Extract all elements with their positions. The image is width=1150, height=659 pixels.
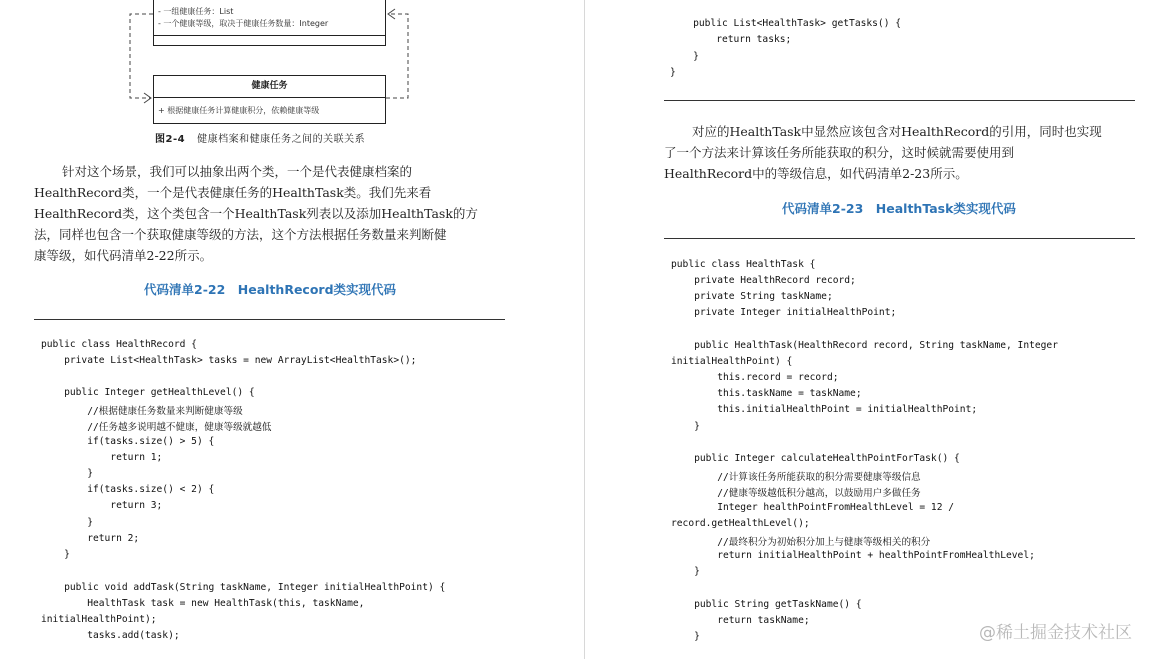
code-line: } — [41, 517, 93, 528]
figure-caption — [155, 130, 365, 145]
code-line: } — [671, 421, 700, 432]
code-line: public HealthTask(HealthRecord record, String taskName, Integer — [671, 340, 1058, 351]
code-line: return 3; — [41, 500, 163, 511]
code-line: //根据健康任务数量来判断健康等级 — [41, 406, 243, 417]
paragraph-line: 对应的HealthTask中显然应该包含对HealthRecord的引用，同时也实现 — [692, 124, 1102, 139]
code-line: } — [41, 468, 93, 479]
paragraph-line: 康等级，如代码清单2-22所示。 — [34, 248, 213, 263]
right-paragraph-cont — [664, 142, 1014, 184]
code-line: Integer healthPointFromHealthLevel = 12 / — [671, 502, 955, 513]
code-line: if(tasks.size() > 5) { — [41, 436, 215, 447]
code-line: if(tasks.size() < 2) { — [41, 484, 215, 495]
code-top-rule — [664, 238, 1135, 239]
code-line: return initialHealthPoint + healthPointFromHealthLevel; — [671, 550, 1035, 561]
attribute-line: - 一个健康等级，取决于健康任务数量：Integer — [158, 19, 329, 28]
code-line: private HealthRecord record; — [671, 275, 856, 286]
code-line: record.getHealthLevel(); — [671, 518, 810, 529]
page-divider — [584, 0, 585, 659]
attribute-line: - 一组健康任务：List — [158, 7, 234, 16]
code-line: this.record = record; — [671, 372, 839, 383]
code-line: HealthTask task = new HealthTask(this, taskName, — [41, 598, 365, 609]
code-top-rule — [34, 319, 505, 320]
left-paragraph-cont — [34, 182, 478, 266]
watermark: @稀土掘金技术社区 — [979, 623, 1132, 643]
code-line: public String getTaskName() { — [671, 599, 862, 610]
code-line: initialHealthPoint) { — [671, 356, 793, 367]
paragraph-line: HealthRecord中的等级信息，如代码清单2-23所示。 — [664, 166, 968, 181]
code-line: //最终积分为初始积分加上与健康等级相关的积分 — [671, 537, 931, 548]
listing-title-2-22: 代码清单2-22 HealthRecord类实现代码 — [144, 282, 397, 297]
code-line: } — [670, 51, 699, 62]
code-line: private List<HealthTask> tasks = new ArrayList<HealthTask>(); — [41, 355, 417, 366]
paragraph-line: 了一个方法来计算该任务所能获取的积分，这时候就需要使用到 — [664, 145, 1015, 160]
health-task-class-box — [153, 75, 386, 124]
code-line: initialHealthPoint); — [41, 614, 157, 625]
code-line: //健康等级越低积分越高，以鼓励用户多做任务 — [671, 488, 921, 499]
code-line: } — [671, 566, 700, 577]
code-line: public List<HealthTask> getTasks() { — [670, 18, 902, 29]
code-line: public Integer getHealthLevel() { — [41, 387, 255, 398]
code-line: tasks.add(task); — [41, 630, 180, 641]
code-line: } — [41, 549, 70, 560]
code-line: public class HealthRecord { — [41, 339, 197, 350]
paragraph-line: 针对这个场景，我们可以抽象出两个类，一个是代表健康档案的 — [62, 164, 413, 179]
right-paragraph — [692, 121, 1102, 142]
code-line: public Integer calculateHealthPointForTask() { — [671, 453, 960, 464]
class-name: 健康任务 — [154, 76, 385, 98]
code-line: return tasks; — [670, 34, 792, 45]
health-record-class-box — [153, 0, 386, 46]
listing-title-2-23: 代码清单2-23 HealthTask类实现代码 — [782, 201, 1016, 216]
code-line: this.taskName = taskName; — [671, 388, 862, 399]
paragraph-line: HealthRecord类，这个类包含一个HealthTask列表以及添加HealthTask的方 — [34, 206, 478, 221]
paragraph-line: HealthRecord类，一个是代表健康任务的HealthTask类。我们先来看 — [34, 185, 432, 200]
left-paragraph — [62, 161, 412, 182]
code-line: private String taskName; — [671, 291, 833, 302]
figure-number: 图2-4 — [155, 134, 186, 145]
code-line: //计算该任务所能获取的积分需要健康等级信息 — [671, 472, 921, 483]
code-line: public void addTask(String taskName, Integer initialHealthPoint) { — [41, 582, 446, 593]
code-line: return 2; — [41, 533, 140, 544]
code-line: public class HealthTask { — [671, 259, 816, 270]
class-attributes — [154, 6, 385, 30]
code-line: //任务越多说明越不健康，健康等级就越低 — [41, 422, 272, 433]
paragraph-line: 法，同样也包含一个获取健康等级的方法，这个方法根据任务数量来判断健 — [34, 227, 447, 242]
class-method: + 根据健康任务计算健康积分，依赖健康等级 — [158, 106, 320, 115]
code-bottom-rule — [664, 100, 1135, 101]
code-line: return 1; — [41, 452, 163, 463]
code-line: this.initialHealthPoint = initialHealthPoint; — [671, 404, 978, 415]
code-line: private Integer initialHealthPoint; — [671, 307, 897, 318]
figure-title: 健康档案和健康任务之间的关联关系 — [197, 134, 366, 145]
code-line: return taskName; — [671, 615, 810, 626]
class-separator — [154, 35, 385, 36]
code-line: } — [670, 67, 676, 78]
code-line: } — [671, 631, 700, 642]
